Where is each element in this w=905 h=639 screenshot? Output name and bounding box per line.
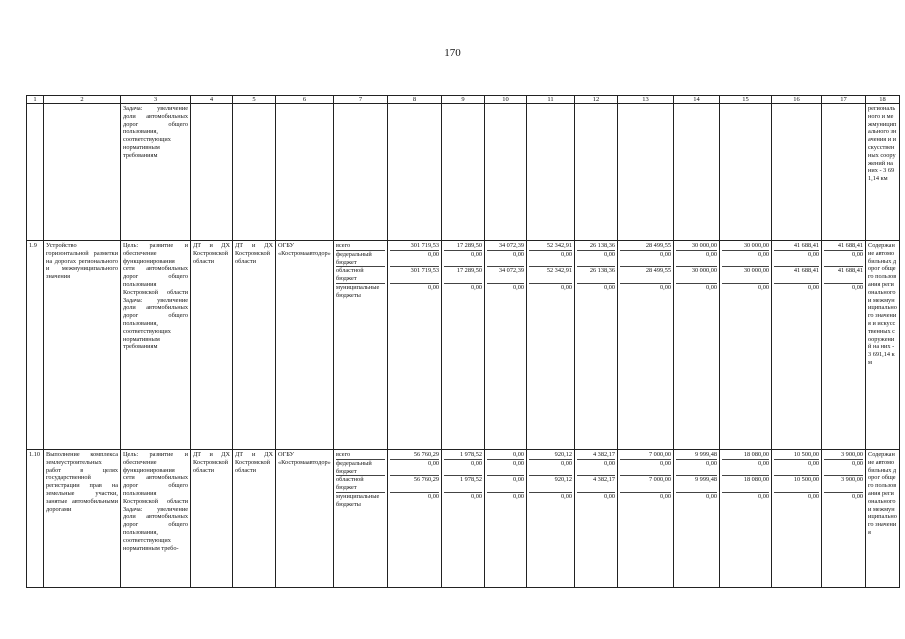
value: 0,00 bbox=[603, 283, 615, 291]
value: 30 000,00 bbox=[676, 267, 717, 284]
source-label: муниципальные бюджеты bbox=[336, 283, 380, 299]
value: 0,00 bbox=[774, 251, 819, 268]
value-cell bbox=[674, 450, 720, 588]
value: 52 342,91 bbox=[529, 267, 572, 284]
value: 18 080,00 bbox=[722, 476, 769, 493]
row-number: 1.9 bbox=[27, 241, 44, 450]
value: 0,00 bbox=[577, 460, 615, 477]
column-header: 15 bbox=[720, 96, 772, 104]
value: 0,00 bbox=[577, 251, 615, 268]
executor-cell: ОГБУ «Костромаавтодор» bbox=[276, 241, 334, 450]
column-header: 9 bbox=[442, 96, 485, 104]
continuation-row bbox=[27, 104, 900, 241]
value-cell bbox=[388, 450, 442, 588]
value: 0,00 bbox=[620, 460, 671, 477]
goal-cell: Цель: развитие и обеспечение функционирования сети автомобильных дорог общего пользования Костромской области Задача: увеличение доли автомобильных дорог общего пользования, соответствующих нормативным требо- bbox=[121, 450, 191, 588]
column-header: 7 bbox=[334, 96, 388, 104]
value: 0,00 bbox=[824, 460, 863, 477]
value: 301 719,53 bbox=[390, 267, 439, 284]
value: 0,00 bbox=[512, 492, 524, 500]
value: 0,00 bbox=[824, 251, 863, 268]
value: 0,00 bbox=[470, 283, 482, 291]
value: 0,00 bbox=[851, 283, 863, 291]
program-table bbox=[26, 95, 900, 588]
indicator-cell: регионального и межмуниципального значения и искусственных сооружений на них - 3 691,14 км bbox=[866, 104, 900, 241]
value: 0,00 bbox=[560, 283, 572, 291]
value: 7 000,00 bbox=[620, 451, 671, 460]
value: 0,00 bbox=[487, 451, 524, 460]
value: 0,00 bbox=[722, 460, 769, 477]
value: 0,00 bbox=[774, 460, 819, 477]
funding-sources bbox=[334, 450, 388, 588]
source-label: всего bbox=[336, 242, 385, 251]
value: 30 000,00 bbox=[722, 242, 769, 251]
value-cell bbox=[772, 450, 822, 588]
value: 4 382,17 bbox=[577, 476, 615, 493]
value-cell bbox=[720, 241, 772, 450]
source-label: муниципальные бюджеты bbox=[336, 492, 380, 508]
value: 41 688,41 bbox=[824, 267, 863, 284]
column-header: 16 bbox=[772, 96, 822, 104]
value: 0,00 bbox=[427, 492, 439, 500]
value: 0,00 bbox=[705, 283, 717, 291]
value-cell bbox=[822, 241, 866, 450]
value-cell bbox=[527, 450, 575, 588]
value: 0,00 bbox=[659, 283, 671, 291]
value: 7 000,00 bbox=[620, 476, 671, 493]
column-header: 18 bbox=[866, 96, 900, 104]
value: 0,00 bbox=[444, 251, 482, 268]
value: 0,00 bbox=[560, 492, 572, 500]
activity-name: Выполнение комплекса землеустроительных работ в целях государственной регистрации прав на земельные участки, занятые автомобильными дорогами bbox=[44, 450, 121, 588]
value: 17 289,50 bbox=[444, 267, 482, 284]
value: 0,00 bbox=[487, 476, 524, 493]
value: 56 760,29 bbox=[390, 451, 439, 460]
value: 0,00 bbox=[470, 492, 482, 500]
value: 0,00 bbox=[705, 492, 717, 500]
source-label: федеральный бюджет bbox=[336, 251, 385, 268]
column-header: 11 bbox=[527, 96, 575, 104]
value: 10 500,00 bbox=[774, 476, 819, 493]
value: 41 688,41 bbox=[824, 242, 863, 251]
value: 0,00 bbox=[390, 460, 439, 477]
column-header: 5 bbox=[233, 96, 276, 104]
row-number: 1.10 bbox=[27, 450, 44, 588]
value: 0,00 bbox=[444, 460, 482, 477]
value-cell bbox=[485, 241, 527, 450]
value: 0,00 bbox=[757, 283, 769, 291]
value: 301 719,53 bbox=[390, 242, 439, 251]
value: 3 900,00 bbox=[824, 451, 863, 460]
value-cell bbox=[527, 241, 575, 450]
value-cell bbox=[442, 241, 485, 450]
value-cell bbox=[442, 450, 485, 588]
value-cell bbox=[618, 241, 674, 450]
funding-sources bbox=[334, 241, 388, 450]
value: 0,00 bbox=[487, 251, 524, 268]
value: 18 080,00 bbox=[722, 451, 769, 460]
column-number-row bbox=[27, 96, 900, 104]
source-label: областной бюджет bbox=[336, 267, 385, 284]
value: 920,12 bbox=[529, 451, 572, 460]
value: 0,00 bbox=[676, 251, 717, 268]
value: 0,00 bbox=[851, 492, 863, 500]
column-header: 2 bbox=[44, 96, 121, 104]
value: 26 138,36 bbox=[577, 242, 615, 251]
value: 0,00 bbox=[659, 492, 671, 500]
value: 0,00 bbox=[807, 492, 819, 500]
executor-cell: ОГБУ «Костромаавтодор» bbox=[276, 450, 334, 588]
value: 920,12 bbox=[529, 476, 572, 493]
value: 56 760,29 bbox=[390, 476, 439, 493]
value: 28 499,55 bbox=[620, 267, 671, 284]
coordinator-cell: ДТ и ДХ Костромской области bbox=[191, 450, 233, 588]
value: 0,00 bbox=[512, 283, 524, 291]
value-cell bbox=[772, 241, 822, 450]
value: 26 138,36 bbox=[577, 267, 615, 284]
column-header: 4 bbox=[191, 96, 233, 104]
table-row bbox=[27, 450, 900, 588]
value: 10 500,00 bbox=[774, 451, 819, 460]
value-cell bbox=[674, 241, 720, 450]
page-number: 170 bbox=[444, 47, 461, 59]
column-header: 14 bbox=[674, 96, 720, 104]
value: 0,00 bbox=[487, 460, 524, 477]
value-cell bbox=[575, 450, 618, 588]
value: 28 499,55 bbox=[620, 242, 671, 251]
value: 3 900,00 bbox=[824, 476, 863, 493]
value: 34 072,39 bbox=[487, 267, 524, 284]
value: 34 072,39 bbox=[487, 242, 524, 251]
value: 0,00 bbox=[603, 492, 615, 500]
source-label: областной бюджет bbox=[336, 476, 385, 493]
value: 0,00 bbox=[427, 283, 439, 291]
value: 0,00 bbox=[676, 460, 717, 477]
value: 1 978,52 bbox=[444, 451, 482, 460]
column-header: 1 bbox=[27, 96, 44, 104]
value: 4 382,17 bbox=[577, 451, 615, 460]
value: 9 999,48 bbox=[676, 451, 717, 460]
value: 0,00 bbox=[390, 251, 439, 268]
value: 0,00 bbox=[757, 492, 769, 500]
value-cell bbox=[822, 450, 866, 588]
value-cell bbox=[720, 450, 772, 588]
value: 17 289,50 bbox=[444, 242, 482, 251]
column-header: 12 bbox=[575, 96, 618, 104]
value-cell bbox=[575, 241, 618, 450]
goal-cell: Задача: увеличение доли автомобильных дорог общего пользования, соответствующих нормативным требованиям bbox=[121, 104, 191, 241]
value: 0,00 bbox=[807, 283, 819, 291]
value: 41 688,41 bbox=[774, 267, 819, 284]
value: 30 000,00 bbox=[676, 242, 717, 251]
customer-cell: ДТ и ДХ Костромской области bbox=[233, 450, 276, 588]
value: 41 688,41 bbox=[774, 242, 819, 251]
indicator-cell: Содержание автомобильных дорог общего пользования регионального и межмуниципального значения и искусственных сооружений на них - 3 691,14 км bbox=[866, 241, 900, 450]
column-header: 3 bbox=[121, 96, 191, 104]
column-header: 6 bbox=[276, 96, 334, 104]
column-header: 17 bbox=[822, 96, 866, 104]
value: 9 999,48 bbox=[676, 476, 717, 493]
value: 0,00 bbox=[620, 251, 671, 268]
activity-name: Устройство горизонтальной разметки на дорогах регионального и межмуниципального значения bbox=[44, 241, 121, 450]
source-label: федеральный бюджет bbox=[336, 460, 385, 477]
source-label: всего bbox=[336, 451, 385, 460]
value: 52 342,91 bbox=[529, 242, 572, 251]
customer-cell: ДТ и ДХ Костромской области bbox=[233, 241, 276, 450]
column-header: 8 bbox=[388, 96, 442, 104]
value-cell bbox=[388, 241, 442, 450]
column-header: 10 bbox=[485, 96, 527, 104]
goal-cell: Цель: развитие и обеспечение функционирования сети автомобильных дорог общего пользования Костромской области Задача: увеличение доли автомобильных дорог общего пользования, соответствующих нормативным требованиям bbox=[121, 241, 191, 450]
value-cell bbox=[485, 450, 527, 588]
value: 30 000,00 bbox=[722, 267, 769, 284]
value: 1 978,52 bbox=[444, 476, 482, 493]
value-cell bbox=[618, 450, 674, 588]
column-header: 13 bbox=[618, 96, 674, 104]
coordinator-cell: ДТ и ДХ Костромской области bbox=[191, 241, 233, 450]
value: 0,00 bbox=[529, 460, 572, 477]
value: 0,00 bbox=[722, 251, 769, 268]
indicator-cell: Содержание автомобильных дорог общего пользования регионального и межмуниципального значения bbox=[866, 450, 900, 588]
value: 0,00 bbox=[529, 251, 572, 268]
table-row bbox=[27, 241, 900, 450]
